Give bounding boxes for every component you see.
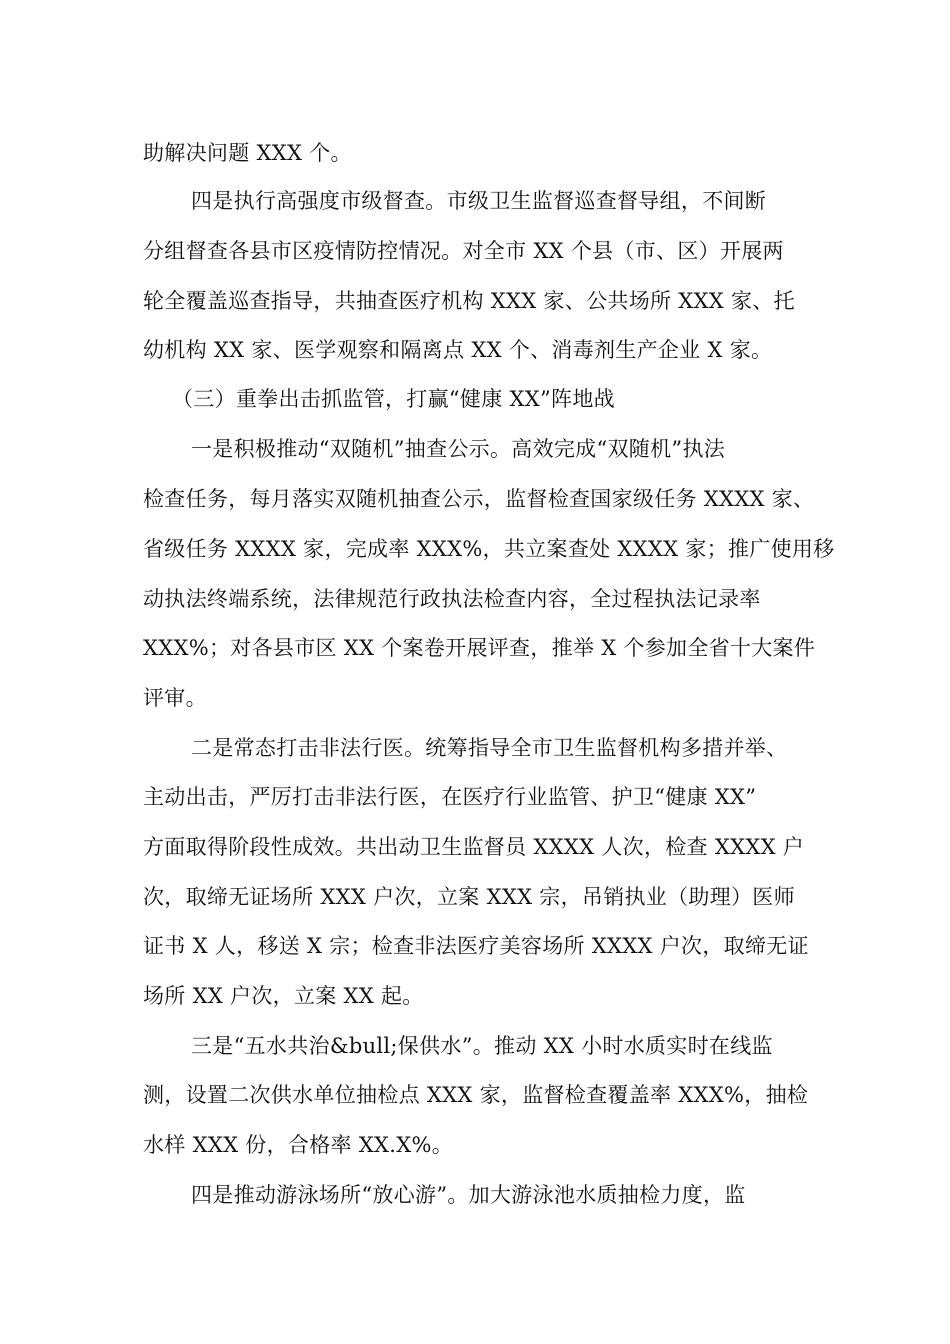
body-text-line: 评审。 — [143, 686, 207, 710]
body-text-line: 检查任务，每月落实双随机抽查公示，监督检查国家级任务 XXXX 家、 — [143, 487, 815, 511]
body-text-line: 方面取得阶段性成效。共出动卫生监督员 XXXX 人次，检查 XXXX 户 — [143, 835, 805, 859]
body-text-line: 轮全覆盖巡查指导，共抽查医疗机构 XXX 家、公共场所 XXX 家、托 — [143, 289, 795, 313]
paragraph-first-line: 四是推动游泳场所“放心游”。加大游泳池水质抽检力度，监 — [191, 1183, 746, 1207]
body-text-line: 水样 XXX 份，合格率 XX.X%。 — [143, 1133, 454, 1157]
section-heading: （三）重拳出击抓监管，打赢“健康 XX”阵地战 — [172, 387, 615, 411]
paragraph-first-line: 一是积极推动“双随机”抽查公示。高效完成“双随机”执法 — [191, 437, 726, 461]
body-text-line: XXX%；对各县市区 XX 个案卷开展评查，推举 X 个参加全省十大案件 — [143, 636, 816, 660]
paragraph-first-line: 二是常态打击非法行医。统筹指导全市卫生监督机构多措并举、 — [191, 736, 788, 760]
paragraph-first-line: 四是执行高强度市级督查。市级卫生监督巡查督导组，不间断 — [191, 189, 767, 213]
body-text-line: 幼机构 XX 家、医学观察和隔离点 XX 个、消毒剂生产企业 X 家。 — [143, 338, 773, 362]
body-text-line: 省级任务 XXXX 家，完成率 XXX%，共立案查处 XXXX 家；推广使用移 — [143, 537, 835, 561]
body-text-line: 助解决问题 XXX 个。 — [143, 141, 352, 165]
paragraph-first-line: 三是“五水共治&bull;保供水”。推动 XX 小时水质实时在线监 — [191, 1034, 773, 1058]
body-text-line: 主动出击，严厉打击非法行医，在医疗行业监管、护卫“健康 XX” — [143, 785, 757, 809]
body-text-line: 次，取缔无证场所 XXX 户次，立案 XXX 宗，吊销执业（助理）医师 — [143, 885, 795, 909]
body-text-line: 分组督查各县市区疫情防控情况。对全市 XX 个县（市、区）开展两 — [143, 239, 784, 263]
body-text-line: 场所 XX 户次，立案 XX 起。 — [143, 984, 424, 1008]
body-text-line: 测，设置二次供水单位抽检点 XXX 家，监督检查覆盖率 XXX%，抽检 — [143, 1083, 809, 1107]
body-text-line: 证书 X 人，移送 X 宗；检查非法医疗美容场所 XXXX 户次，取缔无证 — [143, 934, 809, 958]
body-text-line: 动执法终端系统，法律规范行政执法检查内容，全过程执法记录率 — [143, 587, 761, 611]
